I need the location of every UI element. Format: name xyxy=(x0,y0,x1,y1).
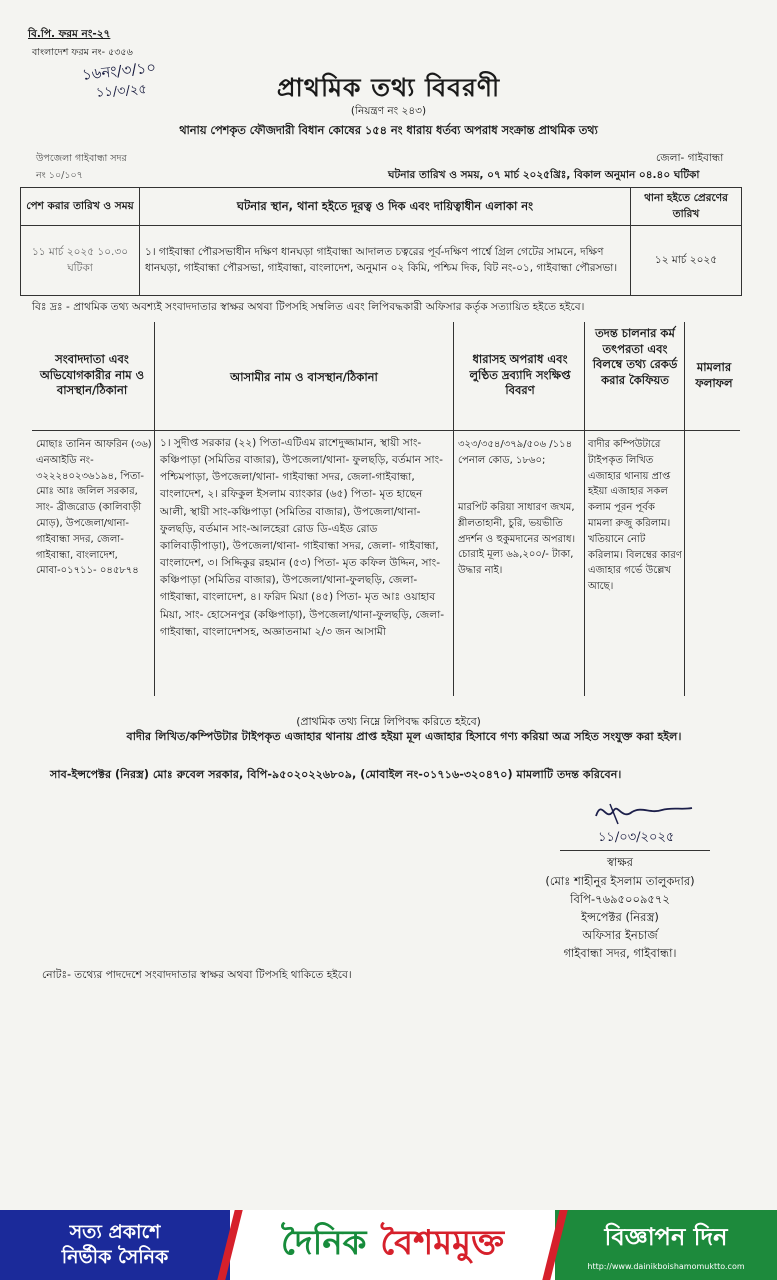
informant-details: মোছাঃ তানিন আফরিন (৩৬) এনআইডি নং- ৩২২২৪০২৩৬১৯৪, পিতা- মোঃ আঃ জলিল সরকার, সাং- ব্রীজরোড (কালিবাড়ী মোড়), উপজেলা/থানা- গাইবান্ধা সদর, জেলা- গাইবান্ধা, বাংলাদেশ, মোবা-০১৭১১- ০৪৫৮৭৪ xyxy=(36,439,152,577)
page-title: প্রাথমিক তথ্য বিবরণী xyxy=(276,73,501,102)
signature-line xyxy=(560,850,710,851)
action-header: তদন্ত চালনার কর্ম তৎপরতা এবং বিলম্বে তথ্য রেকর্ড করার কৈফিয়ত xyxy=(592,326,678,387)
upazila-label: উপজেলা গাইবান্ধা সদর xyxy=(36,153,127,164)
signature-scribble xyxy=(588,794,698,830)
result-header: মামলার ফলাফল xyxy=(695,360,733,390)
website-url[interactable]: http://www.dainikboishamomuktto.com xyxy=(587,1262,745,1271)
sent-date: ১২ মার্চ ২০২৫ xyxy=(631,226,742,296)
table-col-divider xyxy=(684,322,685,696)
case-number: নং ১০/১০৭ xyxy=(36,170,83,181)
form-number: বি.পি. ফরম নং-২৭ xyxy=(28,28,111,40)
logo-word-dainik: দৈনিক xyxy=(281,1222,367,1263)
offence-header: ধারাসহ অপরাধ এবং লুণ্ঠিত দ্রব্যাদি সংক্ষিপ্ত বিবরণ xyxy=(469,352,571,398)
col-sent-header: থানা হইতে প্রেরণের তারিখ xyxy=(631,188,742,226)
banner-slogan xyxy=(0,1210,230,1280)
accused-header: আসামীর নাম ও বাসস্থান/ঠিকানা xyxy=(230,370,378,384)
handwritten-case-ref: ১৬নং/৩/১০ xyxy=(81,58,157,84)
signature-date: ১১/০৩/২০২৫ xyxy=(598,830,675,845)
incident-place: ১। গাইবান্ধা পৌরসভাধীন দক্ষিণ ধানঘড়া গাইবান্ধা আদালত চত্বরের পূর্ব-দক্ষিণ পার্শ্বে গ্রিল গেটের সামনে, দক্ষিণ ধানঘড়া, গাইবান্ধা পৌরসভা, গাইবান্ধা, বাংলাদেশ, অনুমান ০২ কিমি, পশ্চিম দিক, বিট নং-০১, গাইবান্ধা পৌরসভা। xyxy=(140,226,631,296)
informant-header: সংবাদদাতা এবং অভিযোগকারীর নাম ও বাসস্থান/ঠিকানা xyxy=(39,352,145,398)
logo-word-boishamomuktto: বৈশমমুক্ত xyxy=(380,1222,504,1263)
regulation-number: (নিয়ন্ত্রণ নং ২৪৩) xyxy=(350,105,427,117)
page-subtitle: থানায় পেশকৃত ফৌজদারী বিধান কোষের ১৫৪ নং ধারায় ধর্তব্য অপরাধ সংক্রান্ত প্রাথমিক তথ্য xyxy=(179,124,598,137)
ejahar-statement: বাদীর লিখিত/কম্পিউটার টাইপকৃত এজাহার থানায় প্রাপ্ত হইয়া মূল এজাহার হিসাবে গণ্য করিয়া অত্র সহিত সংযুক্ত করা হইল। xyxy=(126,730,682,743)
footnote: নোটঃ- তথ্যের পাদদেশে সংবাদদাতার স্বাক্ষর অথবা টিপসহি থাকিতে হইবে। xyxy=(42,969,352,981)
advertise-label: বিজ্ঞাপন দিন xyxy=(604,1223,728,1251)
officer-bp-number: বিপি-৭৬৯৫০০৯৫৭২ xyxy=(570,892,670,906)
officer-name: (মোঃ শাহীনুর ইসলাম তালুকদার) xyxy=(545,874,695,888)
submitted-datetime: ১১ মার্চ ২০২৫ ১০.৩০ ঘটিকা xyxy=(21,226,140,296)
note-attestation: বিঃ দ্রঃ - প্রাথমিক তথ্য অবশ্যই সংবাদদাতার স্বাক্ষর অথবা টিপসহি সম্বলিত এবং লিপিবদ্ধকারী অফিসার কর্তৃক সত্যায়িত হইতে হইবে। xyxy=(32,301,585,313)
table-header-divider xyxy=(32,430,740,431)
offence-description: মারপিট করিয়া সাধারণ জখম, শ্লীলতাহানী, চুরি, ভয়ভীতি প্রদর্শন ও হুকুমদানের অপরাধ। চোরাই মূল্য ৬৯,২০০/- টাকা, উদ্ধার নাই। xyxy=(458,502,576,577)
table-col-divider xyxy=(584,322,585,696)
banner-slogan-line2: নির্ভীক সৈনিক xyxy=(61,1246,169,1268)
col-submitted-header: পেশ করার তারিখ ও সময় xyxy=(21,188,140,226)
officer-station: গাইবান্ধা সদর, গাইবান্ধা। xyxy=(563,946,677,960)
table-col-divider xyxy=(154,322,155,696)
bd-form-number: বাংলাদেশ ফরম নং- ৫৩৫৬ xyxy=(32,47,133,58)
action-taken: বাদীর কম্পিউটারে টাইপকৃত লিখিত এজাহার থানায় প্রাপ্ত হইয়া এজাহার সকল কলাম পূরন পূর্বক মামলা রুজু করিলাম। খতিয়ানে নোট করিলাম। বিলম্বের কারণ এজাহার গর্ভে উল্লেখ আছে। xyxy=(588,439,682,593)
newspaper-banner xyxy=(0,1210,777,1280)
offence-sections: ৩২৩/৩৫৪/৩৭৯/৫০৬ /১১৪ পেনাল কোড, ১৮৬০; xyxy=(458,439,573,466)
accused-details: ১। সুদীপ্ত সরকার (২২) পিতা-এটিএম রাশেদুজ্জামান, স্থায়ী সাং- কঞ্চিপাড়া (সমিতির বাজার), উপজেলা/থানা- ফুলছড়ি, বর্তমান সাং- পশ্চিমপাড়া, উপজেলা/থানা- গাইবান্ধা সদর, জেলা-গাইবান্ধা, বাংলাদেশ, ২। রফিকুল ইসলাম ব্যাংকার (৬৫) পিতা- মৃত হাছেন আলী, স্থায়ী সাং-কঞ্চিপাড়া (সমিতির বাজার), উপজেলা/থানা- ফুলছড়ি, বর্তমান সাং-আলহেরা রোড ডি-এইড রোড কালিবাড়ীপাড়া), উপজেলা/থানা- গাইবান্ধা সদর, জেলা- গাইবান্ধা, বাংলাদেশ, ৩। সিদ্দিকুর রহমান (৫৩) পিতা- মৃত কফিল উদ্দিন, সাং- কঞ্চিপাড়া (সমিতির বাজার), উপজেলা/থানা-ফুলছড়ি, জেলা-গাইবান্ধা, বাংলাদেশ, ৪। ফরিদ মিয়া (৪৫) পিতা- মৃত আঃ ওয়াহাব মিয়া, সাং- হোসেনপুর (কঞ্চিপাড়া), উপজেলা/থানা-ফুলছড়ি, জেলা- গাইবান্ধা, বাংলাদেশসহ, অজ্ঞাতনামা ২/৩ জন আসামী xyxy=(160,437,445,638)
officer-role: অফিসার ইনচার্জ xyxy=(582,928,658,942)
district-label: জেলা- গাইবান্ধা xyxy=(656,152,724,164)
table-col-divider xyxy=(453,322,454,696)
newspaper-logo[interactable] xyxy=(230,1210,555,1280)
banner-slogan-line1: সত্য প্রকাশে xyxy=(69,1221,161,1244)
col-place-header: ঘটনার স্থান, থানা হইতে দূরত্ব ও দিক এবং দায়িত্বাধীন এলাকা নং xyxy=(140,188,631,226)
officer-rank: ইন্সপেক্টর (নিরস্ত্র) xyxy=(581,910,659,924)
incident-table xyxy=(20,187,742,296)
record-instruction: (প্রাথমিক তথ্য নিম্নে লিপিবদ্ধ করিতে হইবে) xyxy=(296,715,481,728)
incident-datetime: ঘটনার তারিখ ও সময়, ০৭ মার্চ ২০২৫খ্রিঃ, বিকাল অনুমান ০৪.৪০ ঘটিকা xyxy=(388,169,700,181)
investigating-officer: সাব-ইন্সপেক্টর (নিরস্ত্র) মোঃ রুবেল সরকার, বিপি-৯৫০২০২২৬৮০৯, (মোবাইল নং-০১৭১৬-৩২০৪৭০) মামলাটি তদন্ত করিবেন। xyxy=(50,768,622,781)
signature-label: স্বাক্ষর xyxy=(607,855,633,869)
handwritten-date: ১১/৩/২৫ xyxy=(95,82,148,101)
advertise-box[interactable] xyxy=(555,1210,777,1280)
